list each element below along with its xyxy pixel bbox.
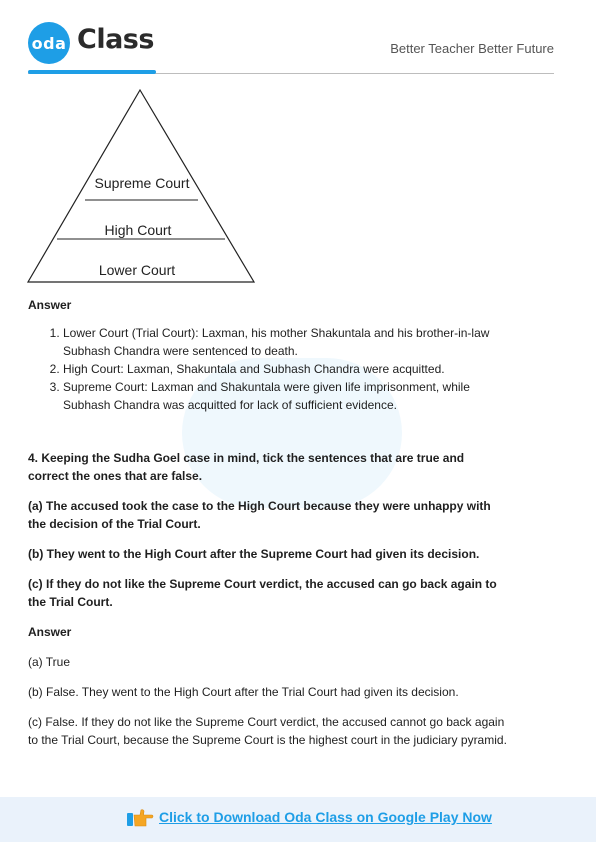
- pointing-hand-icon: [126, 807, 154, 829]
- pyramid-level-lower: Lower Court: [98, 262, 176, 278]
- statement-b: (b) They went to the High Court after the Supreme Court had given its decision.: [28, 547, 480, 561]
- page-header: [0, 0, 596, 80]
- answer-a: (a) True: [28, 655, 71, 669]
- court-pyramid-diagram: [22, 86, 258, 286]
- download-footer: [0, 797, 596, 842]
- statement-a: (a) The accused took the case to the High Court because they were unhappy with the decision of the Trial Court.: [28, 499, 491, 531]
- logo-mark: oda: [31, 33, 67, 53]
- list-item: 1. Lower Court (Trial Court): Laxman, his mother Shakuntala and his brother-in-law Subhash Chandra were sentenced to death.: [63, 324, 508, 360]
- answer-list: [28, 324, 508, 414]
- header-accent-bar: [28, 70, 156, 74]
- tagline: Better Teacher Better Future: [390, 41, 554, 56]
- answer-heading-2: Answer: [28, 625, 72, 639]
- answer-heading: Answer: [28, 298, 72, 312]
- download-link[interactable]: Click to Download Oda Class on Google Play Now: [159, 809, 492, 825]
- answer-c: (c) False. If they do not like the Supreme Court verdict, the accused cannot go back again to the Trial Court, because the Supreme Court is the highest court in the judiciary pyramid.: [28, 715, 507, 747]
- pyramid-level-supreme: Supreme Court: [94, 175, 190, 191]
- main-content: [28, 296, 508, 749]
- question-4: 4. Keeping the Sudha Goel case in mind, tick the sentences that are true and correct the ones that are false.: [28, 451, 465, 483]
- list-item: 2. High Court: Laxman, Shakuntala and Subhash Chandra were acquitted.: [63, 360, 508, 378]
- pyramid-level-high: High Court: [104, 222, 172, 238]
- list-item: 3. Supreme Court: Laxman and Shakuntala were given life imprisonment, while Subhash Chandra was acquitted for lack of sufficient evidence.: [63, 378, 508, 414]
- oda-logo-icon: [28, 22, 70, 64]
- statement-c: (c) If they do not like the Supreme Court verdict, the accused can go back again to the Trial Court.: [28, 577, 497, 609]
- logo-word: Class: [77, 24, 154, 55]
- answer-b: (b) False. They went to the High Court after the Trial Court had given its decision.: [28, 685, 459, 699]
